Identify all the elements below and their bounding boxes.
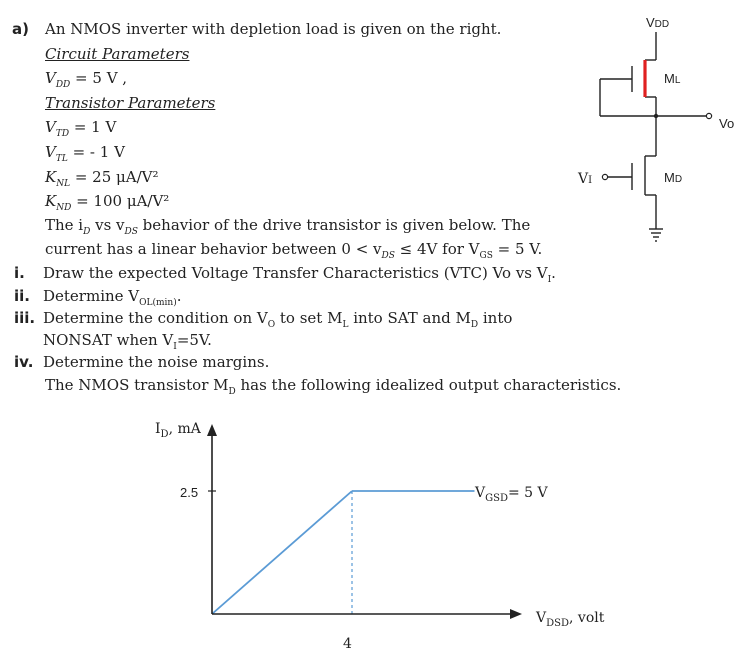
vtd-param: $V_{TD} = 1$ V <box>45 118 117 139</box>
x-tick-label: 4 <box>343 636 352 652</box>
question-3: iii. Determine the condition on $V_O$ to set $M_L$ into SAT and $M_D$ into <box>14 309 513 330</box>
closing-text: The NMOS transistor $M_D$ has the following idealized output characteristics. <box>45 376 622 397</box>
y-axis-label: $I_D$, mA <box>155 421 201 440</box>
y-axis-arrow <box>207 424 217 436</box>
vtl-param: $V_{TL}$ = - 1 V <box>45 143 125 164</box>
md-label: MD <box>664 170 683 185</box>
y-tick-label: 2.5 <box>180 485 199 500</box>
problem-label: a) <box>12 20 29 38</box>
vi-label: VI <box>578 171 593 187</box>
vo-label: Vo <box>719 116 735 131</box>
output-node <box>654 114 658 118</box>
transistor-params-heading: Transistor Parameters <box>45 94 216 112</box>
circuit-params-heading: Circuit Parameters <box>45 45 190 63</box>
vi-terminal <box>602 174 607 179</box>
desc-line-2: current has a linear behavior between $0 < v_{DS} \le 4V$ for $V_{GS} = 5$ V. <box>45 240 543 261</box>
ml-label: ML <box>664 71 681 86</box>
vdd-label: VDD <box>646 15 670 30</box>
x-axis-arrow <box>510 609 522 619</box>
question-1: i. Draw the expected Voltage Transfer Characteristics (VTC) Vo vs $V_I$. <box>14 264 556 285</box>
vo-terminal <box>706 113 711 118</box>
x-axis-label: $V_{DSD}$, volt <box>536 610 605 629</box>
series-label: $V_{GSD}= 5$ V <box>475 485 548 504</box>
question-4: iv. Determine the noise margins. <box>14 353 270 371</box>
series-segment-0-0 <box>212 491 352 614</box>
desc-line-1: The $i_D$ vs $v_{DS}$ behavior of the drive transistor is given below. The <box>45 216 531 237</box>
question-3-line-2: NONSAT when $V_I=5V$. <box>43 331 212 352</box>
knd-param: $K_{ND} = 100$ μA/V² <box>45 192 170 213</box>
vdd-param: $V_{DD} = 5$ V , <box>45 69 128 90</box>
problem-intro: An NMOS inverter with depletion load is given on the right. <box>45 20 502 38</box>
question-2: ii. Determine $V_{OL(min)}$. <box>14 287 182 308</box>
knl-param: $K_{NL} = 25$ μA/V² <box>45 168 159 189</box>
